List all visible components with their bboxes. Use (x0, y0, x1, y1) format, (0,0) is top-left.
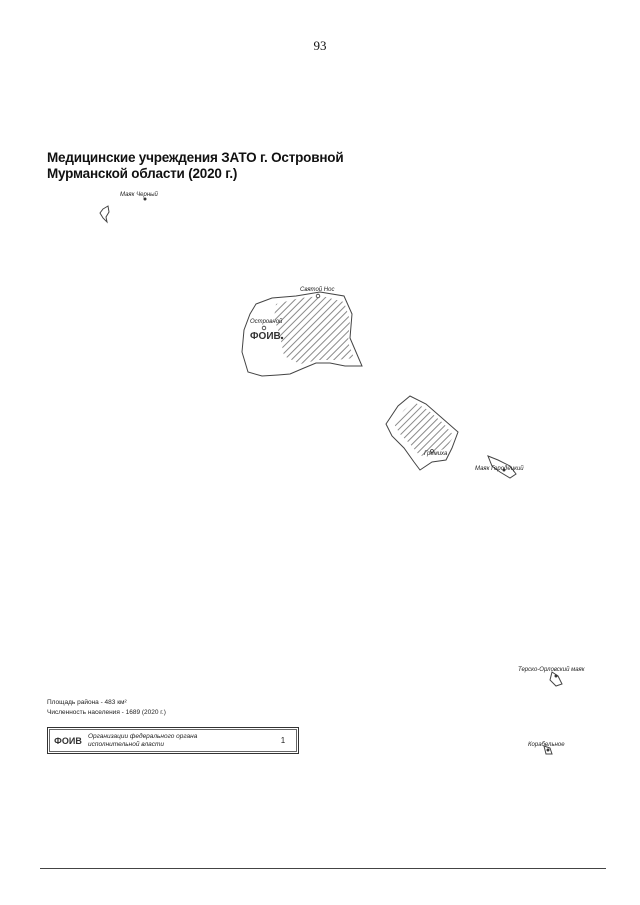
island-tersko-orlovsky (550, 672, 562, 686)
map-title-line-1: Медицинские учреждения ЗАТО г. Островной (47, 150, 344, 165)
island-mayak-cherny (100, 206, 109, 222)
legend-description (88, 733, 268, 749)
stat-population: Численность населения - 1689 (2020 г.) (47, 709, 166, 716)
label-mayak-cherny: Маяк Черный (120, 192, 158, 198)
label-gremikha: Гремиха (424, 451, 448, 457)
svyatoy-nos-point (316, 294, 320, 298)
ostrovnoy-point (262, 326, 266, 330)
label-mayak-gorodetsky: Маяк Городецкий (475, 466, 524, 472)
label-korabelnoe: Корабельное (528, 742, 565, 748)
bottom-rule (40, 868, 606, 869)
district-stats (47, 698, 166, 718)
page-number: 93 (313, 38, 327, 53)
korabelnoe-point (547, 749, 550, 752)
legend-box (47, 727, 299, 754)
label-ostrovnoy: Островной (250, 319, 283, 325)
legend-code: ФОИВ (54, 735, 82, 746)
label-tersko-orlovsky: Терско-Орловский маяк (518, 667, 585, 673)
stat-area: Площадь района - 483 км² (47, 699, 127, 706)
facility-dot (281, 337, 283, 339)
hatched-zone-main (274, 296, 354, 364)
legend-count: 1 (280, 736, 286, 745)
label-svyatoy-nos: Святой Нос (300, 287, 335, 293)
map-title-line-2: Мурманской области (2020 г.) (47, 166, 238, 181)
tersko-orlovsky-point (555, 675, 558, 678)
legend-description-line-1: Организации федерального органа (88, 732, 198, 740)
legend-description-line-2: исполнительной власти (88, 740, 165, 748)
facility-marker-foiv: ФОИВ (250, 331, 281, 342)
